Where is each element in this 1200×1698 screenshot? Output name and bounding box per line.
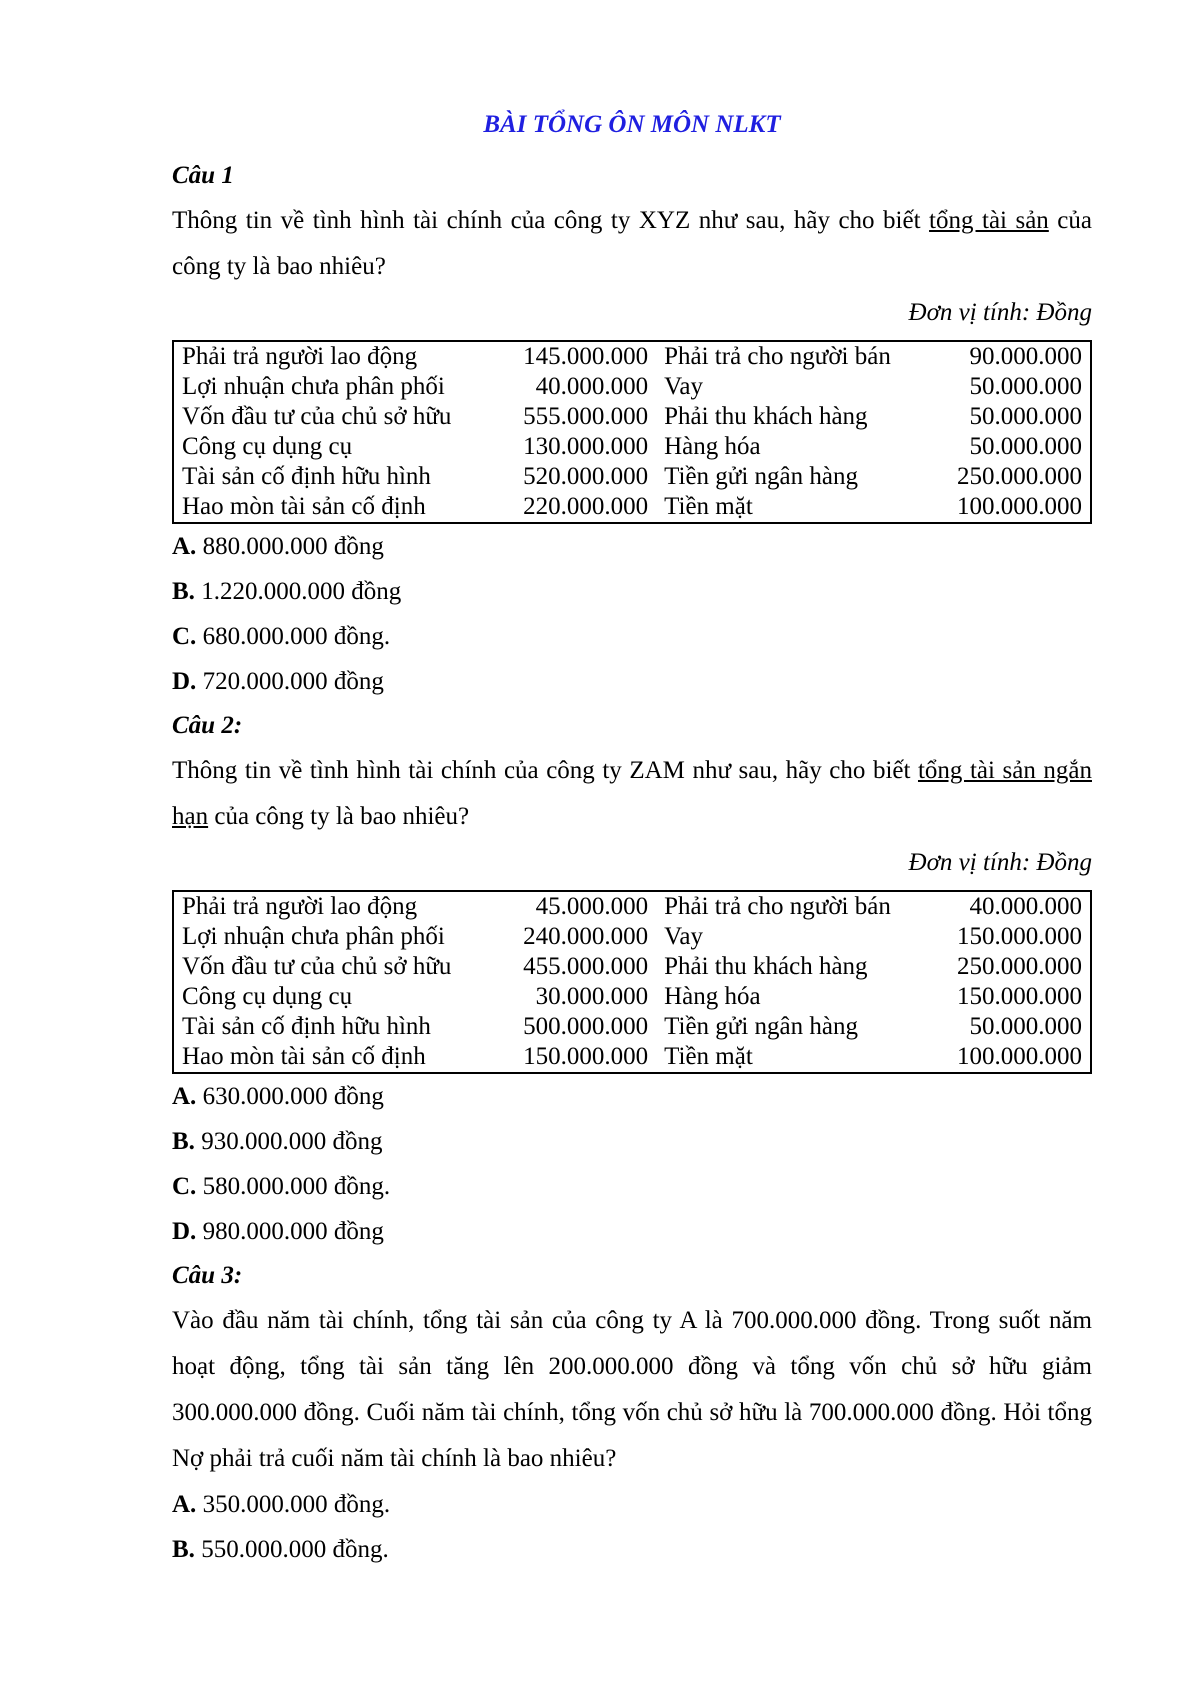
table-cell: 250.000.000 bbox=[957, 463, 1082, 490]
question-text-part: Thông tin về tình hình tài chính của công ty ZAM như sau, hãy cho biết bbox=[172, 757, 918, 784]
option-letter: C. bbox=[172, 1173, 197, 1200]
question-text-part: Thông tin về tình hình tài chính của công ty XYZ như sau, hãy cho biết bbox=[172, 207, 930, 234]
table-cell: 145.000.000 bbox=[523, 343, 649, 370]
answer-option-c bbox=[172, 1164, 1092, 1209]
answer-option-b bbox=[172, 1119, 1092, 1164]
option-letter: A. bbox=[172, 533, 197, 560]
option-text: 580.000.000 đồng. bbox=[202, 1173, 391, 1200]
table-cell: Vay bbox=[664, 373, 703, 400]
table-cell: 150.000.000 bbox=[957, 983, 1082, 1010]
option-text: 720.000.000 đồng bbox=[202, 668, 384, 695]
answer-option-b bbox=[172, 569, 1092, 614]
question-text-part: của công ty là bao nhiêu? bbox=[172, 207, 1093, 280]
table-cell: Tiền mặt bbox=[664, 1043, 753, 1070]
table-cell: 45.000.000 bbox=[535, 893, 649, 920]
table-row bbox=[173, 341, 1091, 372]
table-cell: Vốn đầu tư của chủ sở hữu bbox=[182, 953, 452, 980]
question-heading: Câu 2: bbox=[172, 712, 243, 739]
table-row bbox=[173, 1012, 1091, 1042]
answer-option-a bbox=[172, 1074, 1092, 1119]
question-text bbox=[172, 748, 1092, 840]
option-letter: B. bbox=[172, 1128, 195, 1155]
answer-option-a bbox=[172, 524, 1092, 569]
table-row bbox=[173, 372, 1091, 402]
table-cell: Hàng hóa bbox=[664, 433, 761, 460]
table-cell: 100.000.000 bbox=[957, 493, 1082, 520]
financial-table bbox=[172, 340, 1092, 524]
option-letter: A. bbox=[172, 1491, 197, 1518]
table-row bbox=[173, 432, 1091, 462]
answer-option-c bbox=[172, 614, 1092, 659]
table-cell: 240.000.000 bbox=[523, 923, 649, 950]
table-cell: 40.000.000 bbox=[969, 893, 1082, 920]
table-cell: Tiền gửi ngân hàng bbox=[664, 463, 858, 490]
answer-option-d bbox=[172, 659, 1092, 704]
table-cell: 250.000.000 bbox=[957, 953, 1082, 980]
table-cell: Công cụ dụng cụ bbox=[182, 983, 353, 1010]
table-cell: 150.000.000 bbox=[957, 923, 1082, 950]
answer-option-a bbox=[172, 1482, 1092, 1527]
question-2 bbox=[172, 704, 1092, 1254]
unit-label: Đơn vị tính: Đồng bbox=[908, 299, 1092, 326]
table-cell: Tiền mặt bbox=[664, 493, 753, 520]
table-cell: 30.000.000 bbox=[535, 983, 649, 1010]
table-cell: Phải thu khách hàng bbox=[664, 953, 868, 980]
table-cell: Phải trả cho người bán bbox=[664, 893, 891, 920]
table-cell: Vay bbox=[664, 923, 703, 950]
table-row bbox=[173, 922, 1091, 952]
table-cell: Lợi nhuận chưa phân phối bbox=[182, 923, 445, 950]
table-cell: 40.000.000 bbox=[535, 373, 649, 400]
table-cell: 90.000.000 bbox=[969, 343, 1082, 370]
table-cell: 50.000.000 bbox=[969, 373, 1082, 400]
option-letter: C. bbox=[172, 623, 197, 650]
question-text bbox=[172, 198, 1092, 290]
table-cell: 130.000.000 bbox=[523, 433, 649, 460]
answer-option-d bbox=[172, 1209, 1092, 1254]
option-text: 880.000.000 đồng bbox=[202, 533, 384, 560]
question-text-underlined: tổng tài sản bbox=[929, 207, 1049, 234]
table-cell: 150.000.000 bbox=[523, 1043, 649, 1070]
question-1 bbox=[172, 154, 1092, 704]
table-row bbox=[173, 492, 1091, 523]
option-letter: A. bbox=[172, 1083, 197, 1110]
table-row bbox=[173, 891, 1091, 922]
question-text-underlined: tổng tài sản ngắn hạn bbox=[172, 757, 1092, 830]
table-cell: Phải trả cho người bán bbox=[664, 343, 891, 370]
table-cell: Lợi nhuận chưa phân phối bbox=[182, 373, 445, 400]
question-heading: Câu 1 bbox=[172, 162, 234, 189]
option-text: 630.000.000 đồng bbox=[202, 1083, 384, 1110]
financial-table bbox=[172, 890, 1092, 1074]
option-text: 550.000.000 đồng. bbox=[201, 1536, 389, 1563]
table-row bbox=[173, 982, 1091, 1012]
table-cell: Phải trả người lao động bbox=[182, 893, 418, 920]
table-cell: Vốn đầu tư của chủ sở hữu bbox=[182, 403, 452, 430]
question-text-part: của công ty là bao nhiêu? bbox=[208, 803, 470, 830]
table-cell: Hao mòn tài sản cố định bbox=[182, 493, 426, 520]
table-row bbox=[173, 1042, 1091, 1073]
table-cell: Tài sản cố định hữu hình bbox=[182, 463, 431, 490]
table-row bbox=[173, 952, 1091, 982]
option-text: 980.000.000 đồng bbox=[202, 1218, 384, 1245]
table-cell: 50.000.000 bbox=[969, 433, 1082, 460]
table-cell: Hao mòn tài sản cố định bbox=[182, 1043, 426, 1070]
table-cell: 50.000.000 bbox=[969, 403, 1082, 430]
option-letter: B. bbox=[172, 578, 195, 605]
document-page bbox=[172, 108, 1092, 1572]
question-3 bbox=[172, 1254, 1092, 1572]
document-title: BÀI TỔNG ÔN MÔN NLKT bbox=[483, 111, 781, 138]
answer-option-b bbox=[172, 1527, 1092, 1572]
table-row bbox=[173, 402, 1091, 432]
table-cell: 555.000.000 bbox=[523, 403, 649, 430]
table-cell: 100.000.000 bbox=[957, 1043, 1082, 1070]
option-letter: D. bbox=[172, 668, 197, 695]
question-text: Vào đầu năm tài chính, tổng tài sản của công ty A là 700.000.000 đồng. Trong suốt năm hoạt động, tổng tài sản tăng lên 200.000.000 đồng và tổng vốn chủ sở hữu giảm 300.000.000 đồng. Cuối năm tài chính, tổng vốn chủ sở hữu là 700.000.000 đồng. Hỏi tổng Nợ phải trả cuối năm tài chính là bao nhiêu? bbox=[172, 1307, 1092, 1472]
option-letter: B. bbox=[172, 1536, 195, 1563]
question-heading: Câu 3: bbox=[172, 1262, 243, 1289]
table-cell: Hàng hóa bbox=[664, 983, 761, 1010]
option-letter: D. bbox=[172, 1218, 197, 1245]
table-cell: Tiền gửi ngân hàng bbox=[664, 1013, 858, 1040]
table-row bbox=[173, 462, 1091, 492]
unit-label: Đơn vị tính: Đồng bbox=[908, 849, 1092, 876]
option-text: 930.000.000 đồng bbox=[201, 1128, 383, 1155]
option-text: 350.000.000 đồng. bbox=[202, 1491, 391, 1518]
table-cell: 520.000.000 bbox=[523, 463, 649, 490]
table-cell: 220.000.000 bbox=[523, 493, 649, 520]
table-cell: 455.000.000 bbox=[523, 953, 649, 980]
table-cell: Phải trả người lao động bbox=[182, 343, 418, 370]
table-cell: 50.000.000 bbox=[969, 1013, 1082, 1040]
table-cell: 500.000.000 bbox=[523, 1013, 649, 1040]
option-text: 1.220.000.000 đồng bbox=[201, 578, 402, 605]
table-cell: Công cụ dụng cụ bbox=[182, 433, 353, 460]
option-text: 680.000.000 đồng. bbox=[202, 623, 391, 650]
table-cell: Tài sản cố định hữu hình bbox=[182, 1013, 431, 1040]
table-cell: Phải thu khách hàng bbox=[664, 403, 868, 430]
